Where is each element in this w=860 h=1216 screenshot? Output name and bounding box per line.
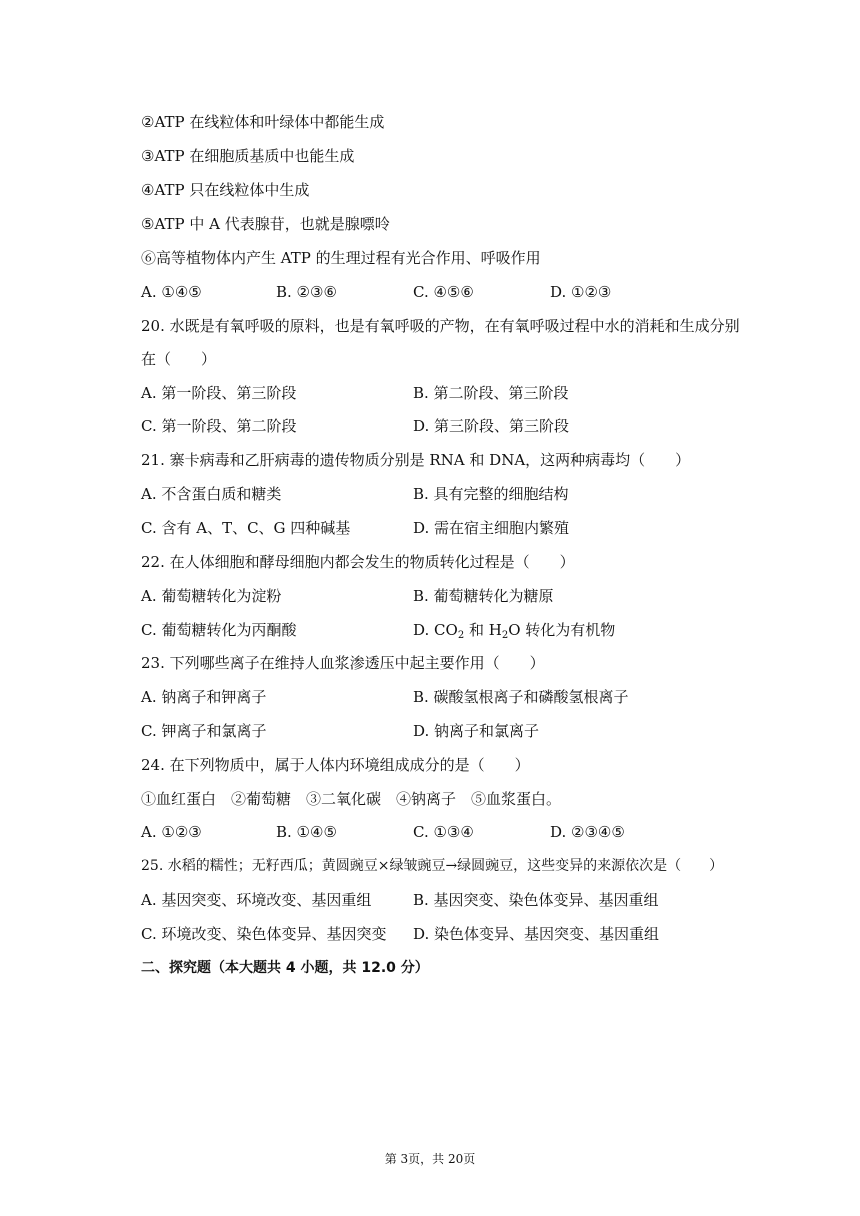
q22-option-a: A. 葡萄糖转化为淀粉 xyxy=(141,587,282,605)
section-title: 二、探究题（本大题共 4 小题，共 12.0 分） xyxy=(141,960,429,976)
q25-stem: 25. 水稻的糯性；无籽西瓜；黄圆豌豆×绿皱豌豆→绿圆豌豆，这些变异的来源依次是（ ） xyxy=(141,858,724,874)
q21-option-d: D. 需在宿主细胞内繁殖 xyxy=(413,519,570,537)
q22-option-c: C. 葡萄糖转化为丙酮酸 xyxy=(141,621,297,639)
q21-option-c: C. 含有 A、T、C、G 四种碱基 xyxy=(141,519,351,537)
q21-options-row2 xyxy=(141,518,741,538)
q22-d-sub2: 2 xyxy=(501,630,509,641)
q20-stem-cont: 在（ ） xyxy=(141,350,217,368)
q24-option-b: B. ①④⑤ xyxy=(276,823,337,841)
q25-options-row1 xyxy=(141,890,741,910)
q21-stem: 21. 寨卡病毒和乙肝病毒的遗传物质分别是 RNA 和 DNA，这两种病毒均（ ） xyxy=(141,451,691,469)
q22-d-sub1: 2 xyxy=(457,630,465,641)
q25-option-d: D. 染色体变异、基因突变、基因重组 xyxy=(413,925,660,943)
page-footer: 第 3页，共 20页 xyxy=(384,1152,476,1166)
q20-options-row2 xyxy=(141,416,741,436)
q21-option-b: B. 具有完整的细胞结构 xyxy=(413,485,569,503)
q19-option-d: D. ①②③ xyxy=(550,283,612,301)
q23-option-b: B. 碳酸氢根离子和磷酸氢根离子 xyxy=(413,688,629,706)
q24-stem: 24. 在下列物质中，属于人体内环境组成成分的是（ ） xyxy=(141,756,530,774)
q25-options-row2 xyxy=(141,924,741,944)
q20-stem: 20. 水既是有氧呼吸的原料，也是有氧呼吸的产物，在有氧呼吸过程中水的消耗和生成分别 xyxy=(141,317,740,335)
q20-option-c: C. 第一阶段、第二阶段 xyxy=(141,417,297,435)
q23-options-row1 xyxy=(141,687,741,707)
statement-5: ⑤ATP 中 A 代表腺苷，也就是腺嘌呤 xyxy=(141,215,390,233)
q19-options xyxy=(141,282,741,302)
q20-option-d: D. 第三阶段、第三阶段 xyxy=(413,417,570,435)
q23-options-row2 xyxy=(141,721,741,741)
q22-stem: 22. 在人体细胞和酵母细胞内都会发生的物质转化过程是（ ） xyxy=(141,553,575,571)
q20-option-b: B. 第二阶段、第三阶段 xyxy=(413,384,569,402)
q22-option-d xyxy=(413,620,615,640)
q22-option-b: B. 葡萄糖转化为糖原 xyxy=(413,587,554,605)
q20-options-row1 xyxy=(141,383,741,403)
q22-options-row2 xyxy=(141,620,741,640)
q19-option-a: A. ①④⑤ xyxy=(141,283,202,301)
q25-option-b: B. 基因突变、染色体变异、基因重组 xyxy=(413,891,659,909)
q25-option-c: C. 环境改变、染色体变异、基因突变 xyxy=(141,925,387,943)
q24-option-a: A. ①②③ xyxy=(141,823,202,841)
statement-3: ③ATP 在细胞质基质中也能生成 xyxy=(141,147,355,165)
q23-stem: 23. 下列哪些离子在维持人血浆渗透压中起主要作用（ ） xyxy=(141,654,545,672)
q21-options-row1 xyxy=(141,484,741,504)
statement-2: ②ATP 在线粒体和叶绿体中都能生成 xyxy=(141,113,385,131)
q22-d-mid: 和 H xyxy=(464,621,502,639)
q24-items: ①血红蛋白 ②葡萄糖 ③二氧化碳 ④钠离子 ⑤血浆蛋白。 xyxy=(141,790,562,808)
q22-d-prefix: D. CO xyxy=(413,621,458,639)
q24-option-c: C. ①③④ xyxy=(413,823,474,841)
q23-option-d: D. 钠离子和氯离子 xyxy=(413,722,540,740)
q24-options xyxy=(141,822,741,842)
q25-option-a: A. 基因突变、环境改变、基因重组 xyxy=(141,891,372,909)
q19-option-c: C. ④⑤⑥ xyxy=(413,283,474,301)
q22-options-row1 xyxy=(141,586,741,606)
q21-option-a: A. 不含蛋白质和糖类 xyxy=(141,485,282,503)
q24-option-d: D. ②③④⑤ xyxy=(550,823,625,841)
statement-6: ⑥高等植物体内产生 ATP 的生理过程有光合作用、呼吸作用 xyxy=(141,249,541,267)
q19-option-b: B. ②③⑥ xyxy=(276,283,337,301)
statement-4: ④ATP 只在线粒体中生成 xyxy=(141,181,310,199)
q20-option-a: A. 第一阶段、第三阶段 xyxy=(141,384,297,402)
q23-option-c: C. 钾离子和氯离子 xyxy=(141,722,267,740)
q22-d-suffix: O 转化为有机物 xyxy=(508,621,616,639)
q23-option-a: A. 钠离子和钾离子 xyxy=(141,688,267,706)
